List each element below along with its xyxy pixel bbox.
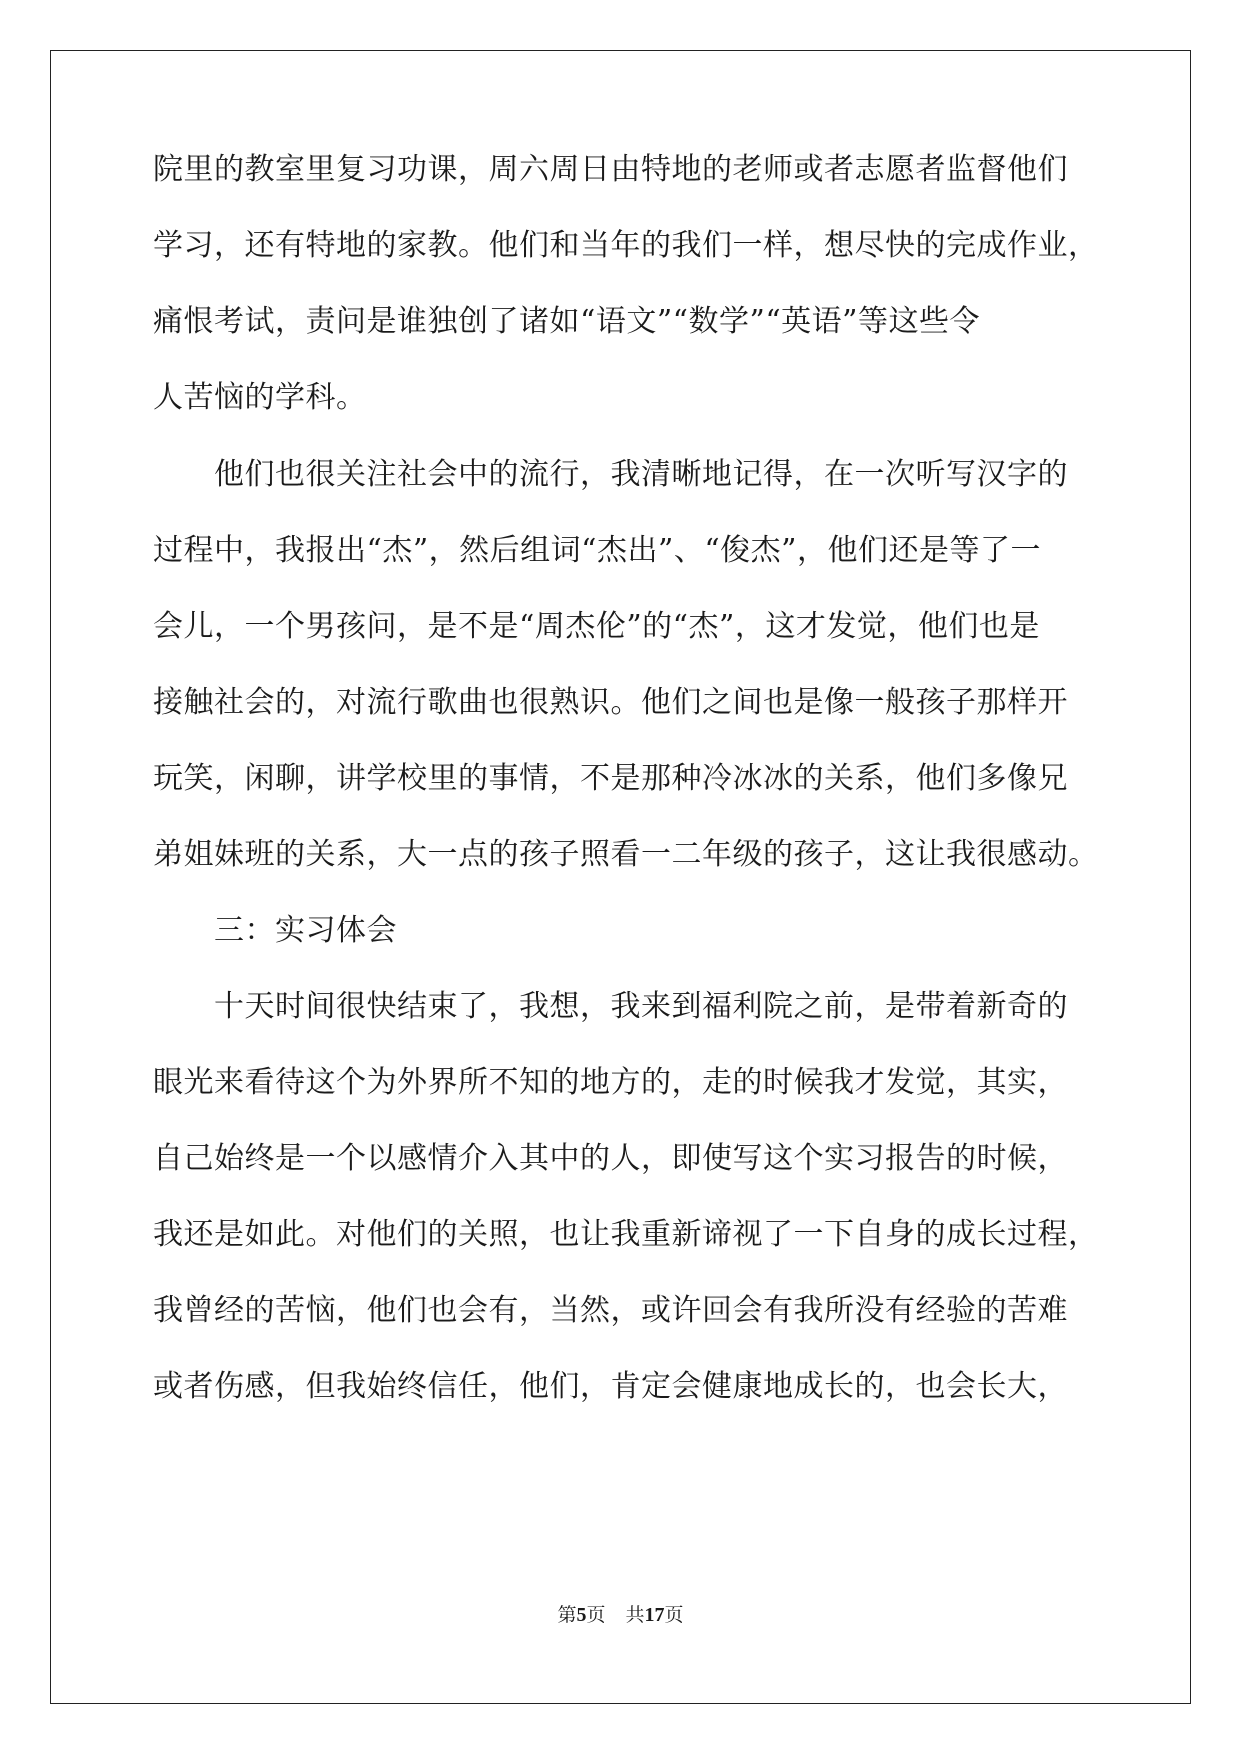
text-line: 我还是如此。对他们的关照，也让我重新谛视了一下自身的成长过程， bbox=[153, 1217, 1099, 1252]
page-suffix: 页 bbox=[586, 1605, 606, 1626]
total-pages: 17 bbox=[644, 1604, 665, 1626]
text-line: 接触社会的，对流行歌曲也很熟识。他们之间也是像一般孩子那样开 bbox=[153, 685, 1068, 720]
paragraph-first-line: 十天时间很快结束了，我想，我来到福利院之前，是带着新奇的 bbox=[214, 989, 1068, 1024]
text-line: 学习，还有特地的家教。他们和当年的我们一样，想尽快的完成作业， bbox=[153, 228, 1099, 263]
paragraph-first-line: 他们也很关注社会中的流行，我清晰地记得，在一次听写汉字的 bbox=[214, 457, 1068, 492]
text-line: 我曾经的苦恼，他们也会有，当然，或许回会有我所没有经验的苦难 bbox=[153, 1293, 1068, 1328]
text-line: 会儿，一个男孩问，是不是“周杰伦”的“杰”，这才发觉，他们也是 bbox=[153, 609, 1040, 644]
text-line: 院里的教室里复习功课，周六周日由特地的老师或者志愿者监督他们 bbox=[153, 152, 1068, 187]
page-footer bbox=[0, 1603, 1241, 1628]
text-line: 玩笑，闲聊，讲学校里的事情，不是那种冷冰冰的关系，他们多像兄 bbox=[153, 761, 1068, 796]
page-border bbox=[50, 50, 1191, 1704]
section-heading: 三：实习体会 bbox=[214, 913, 397, 948]
text-line: 或者伤感，但我始终信任，他们，肯定会健康地成长的，也会长大， bbox=[153, 1369, 1068, 1404]
text-line: 眼光来看待这个为外界所不知的地方的，走的时候我才发觉，其实， bbox=[153, 1065, 1068, 1100]
text-line: 痛恨考试，责问是谁独创了诸如“语文”“数学”“英语”等这些令 bbox=[153, 304, 981, 339]
text-line: 自己始终是一个以感情介入其中的人，即使写这个实习报告的时候， bbox=[153, 1141, 1068, 1176]
text-line: 弟姐妹班的关系，大一点的孩子照看一二年级的孩子，这让我很感动。 bbox=[153, 837, 1099, 872]
total-prefix: 共 bbox=[625, 1605, 645, 1626]
page-number: 5 bbox=[576, 1604, 587, 1626]
total-suffix: 页 bbox=[664, 1605, 684, 1626]
text-line: 人苦恼的学科。 bbox=[153, 380, 367, 415]
text-line: 过程中，我报出“杰”，然后组词“杰出”、“俊杰”，他们还是等了一 bbox=[153, 533, 1042, 568]
page-prefix: 第 bbox=[557, 1605, 577, 1626]
